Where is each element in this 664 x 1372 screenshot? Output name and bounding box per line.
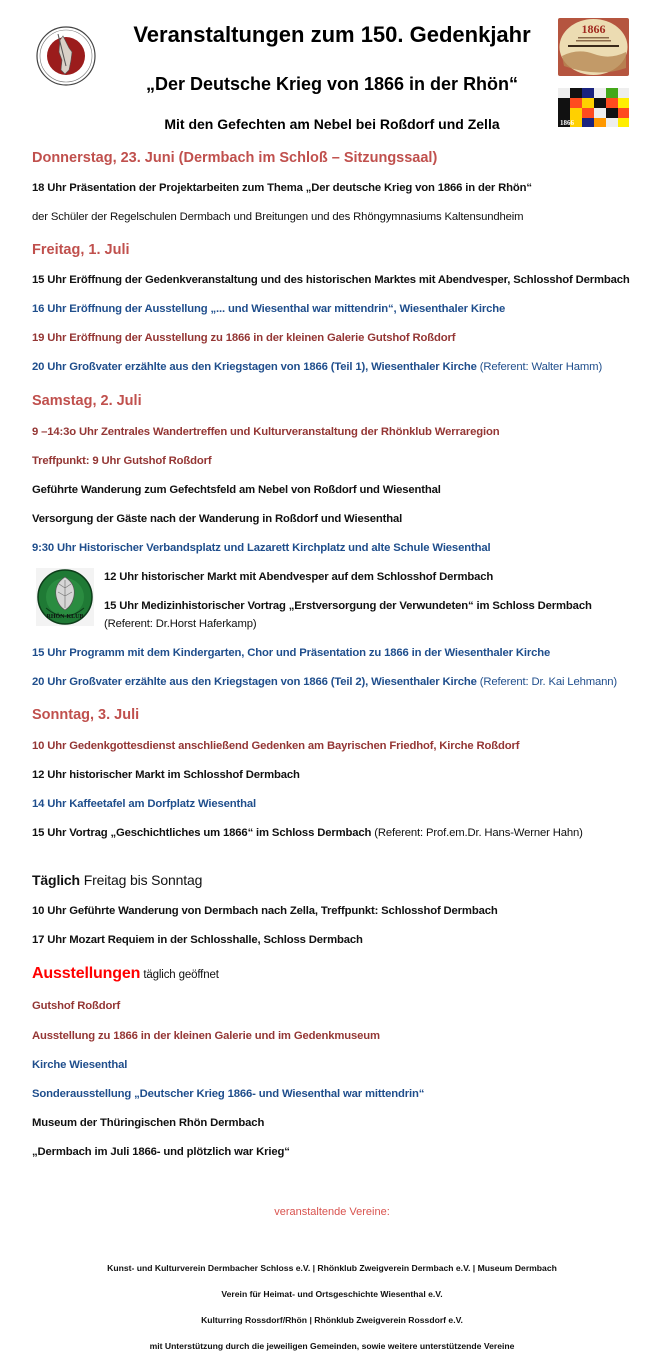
exhibition-line: Kirche Wiesenthal bbox=[32, 1059, 128, 1071]
event-line: 9:30 Uhr Historischer Verbandsplatz und Lazarett Kirchplatz und alte Schule Wiesenthal bbox=[32, 542, 491, 554]
event-line: Treffpunkt: 9 Uhr Gutshof Roßdorf bbox=[32, 455, 212, 467]
page-title: Veranstaltungen zum 150. Gedenkjahr bbox=[133, 22, 531, 47]
flag-caption: 1866 bbox=[560, 119, 574, 127]
daily-heading-rest: Freitag bis Sonntag bbox=[79, 872, 203, 888]
exhibition-line: „Dermbach im Juli 1866- und plötzlich war Krieg“ bbox=[32, 1146, 290, 1158]
event-line: Geführte Wanderung zum Gefechtsfeld am Nebel von Roßdorf und Wiesenthal bbox=[32, 484, 441, 496]
day-heading-sunday: Sonntag, 3. Juli bbox=[32, 707, 140, 723]
exhibition-line: Museum der Thüringischen Rhön Dermbach bbox=[32, 1117, 265, 1129]
event-line: 12 Uhr historischer Markt mit Abendvesper auf dem Schlosshof Dermbach bbox=[104, 571, 494, 583]
event-line: 18 Uhr Präsentation der Projektarbeiten zum Thema „Der deutsche Krieg von 1866 in der Rhön“ bbox=[32, 182, 532, 194]
book-cover-year: 1866 bbox=[581, 22, 606, 36]
event-line: 14 Uhr Kaffeetafel am Dorfplatz Wiesenthal bbox=[32, 798, 256, 810]
page-subtitle: „Der Deutsche Krieg von 1866 in der Rhön“ bbox=[145, 74, 519, 94]
event-line: 15 Uhr Programm mit dem Kindergarten, Chor und Präsentation zu 1866 in der Wiesenthaler Kirche bbox=[32, 647, 551, 659]
event-line: 15 Uhr Eröffnung der Gedenkveranstaltung und des historischen Marktes mit Abendvesper, Schlosshof Dermbach bbox=[32, 274, 630, 286]
event-line: 10 Uhr Geführte Wanderung von Dermbach nach Zella, Treffpunkt: Schlosshof Dermbach bbox=[32, 905, 498, 917]
event-line: 10 Uhr Gedenkgottesdienst anschließend Gedenken am Bayrischen Friedhof, Kirche Roßdorf bbox=[32, 740, 520, 752]
event-referent: (Referent: Walter Hamm) bbox=[476, 361, 603, 373]
exhibitions-heading bbox=[32, 965, 219, 983]
exhibition-line: Sonderausstellung „Deutscher Krieg 1866- und Wiesenthal war mittendrin“ bbox=[32, 1088, 425, 1100]
event-line bbox=[32, 676, 617, 688]
event-line: Versorgung der Gäste nach der Wanderung in Roßdorf und Wiesenthal bbox=[32, 513, 403, 525]
exhibition-line: Gutshof Roßdorf bbox=[32, 1000, 121, 1012]
daily-heading bbox=[32, 872, 202, 888]
event-line: 19 Uhr Eröffnung der Ausstellung zu 1866 in der kleinen Galerie Gutshof Roßdorf bbox=[32, 332, 456, 344]
event-line: 17 Uhr Mozart Requiem in der Schlosshalle, Schloss Dermbach bbox=[32, 934, 363, 946]
event-line: 9 –14:3o Uhr Zentrales Wandertreffen und Kulturveranstaltung der Rhönklub Werraregion bbox=[32, 426, 500, 438]
organizers-label: veranstaltende Vereine: bbox=[274, 1206, 390, 1218]
rhoenklub-logo bbox=[36, 568, 94, 626]
exhibition-line: Ausstellung zu 1866 in der kleinen Galerie und im Gedenkmuseum bbox=[32, 1030, 380, 1042]
day-heading-thursday: Donnerstag, 23. Juni (Dermbach im Schloß – Sitzungssaal) bbox=[32, 150, 438, 166]
event-line bbox=[32, 827, 583, 839]
event-line: 15 Uhr Medizinhistorischer Vortrag „Erstversorgung der Verwundeten“ im Schloss Dermbach bbox=[104, 600, 592, 612]
event-line: 12 Uhr historischer Markt im Schlosshof Dermbach bbox=[32, 769, 300, 781]
event-referent: (Referent: Dr.Horst Haferkamp) bbox=[104, 618, 257, 630]
event-line: 16 Uhr Eröffnung der Ausstellung „... und Wiesenthal war mittendrin“, Wiesenthaler Kirche bbox=[32, 303, 506, 315]
event-text: 15 Uhr Vortrag „Geschichtliches um 1866“ im Schloss Dermbach bbox=[32, 827, 372, 839]
event-referent: (Referent: Prof.em.Dr. Hans-Werner Hahn) bbox=[371, 827, 583, 839]
book-cover-image bbox=[558, 18, 629, 76]
event-line bbox=[32, 361, 602, 373]
exhibitions-title: Ausstellungen bbox=[32, 965, 141, 982]
day-heading-saturday: Samstag, 2. Juli bbox=[32, 393, 142, 409]
daily-heading-bold: Täglich bbox=[32, 872, 80, 888]
organizer-line: Verein für Heimat- und Ortsgeschichte Wiesenthal e.V. bbox=[221, 1289, 443, 1299]
flags-1866-image bbox=[558, 88, 629, 127]
event-line: der Schüler der Regelschulen Dermbach und Breitungen und des Rhöngymnasiums Kaltensundheim bbox=[32, 211, 524, 223]
organizer-line: mit Unterstützung durch die jeweiligen Gemeinden, sowie weitere unterstützende Vereine bbox=[149, 1341, 515, 1351]
day-heading-friday: Freitag, 1. Juli bbox=[32, 242, 130, 258]
organizer-line: Kulturring Rossdorf/Rhön | Rhönklub Zweigverein Rossdorf e.V. bbox=[201, 1315, 463, 1325]
rhoenklub-logo-label: RHÖN-KLUB bbox=[46, 614, 84, 620]
exhibitions-note: täglich geöffnet bbox=[140, 969, 219, 981]
event-referent: (Referent: Dr. Kai Lehmann) bbox=[476, 676, 617, 688]
page-tagline: Mit den Gefechten am Nebel bei Roßdorf und Zella bbox=[164, 116, 500, 132]
event-text: 20 Uhr Großvater erzählte aus den Kriegstagen von 1866 (Teil 2), Wiesenthaler Kirche bbox=[32, 676, 477, 688]
organizer-line: Kunst- und Kulturverein Dermbacher Schloss e.V. | Rhönklub Zweigverein Dermbach e.V. | Museum Dermbach bbox=[107, 1263, 557, 1273]
event-text: 20 Uhr Großvater erzählte aus den Kriegstagen von 1866 (Teil 1), Wiesenthaler Kirche bbox=[32, 361, 477, 373]
